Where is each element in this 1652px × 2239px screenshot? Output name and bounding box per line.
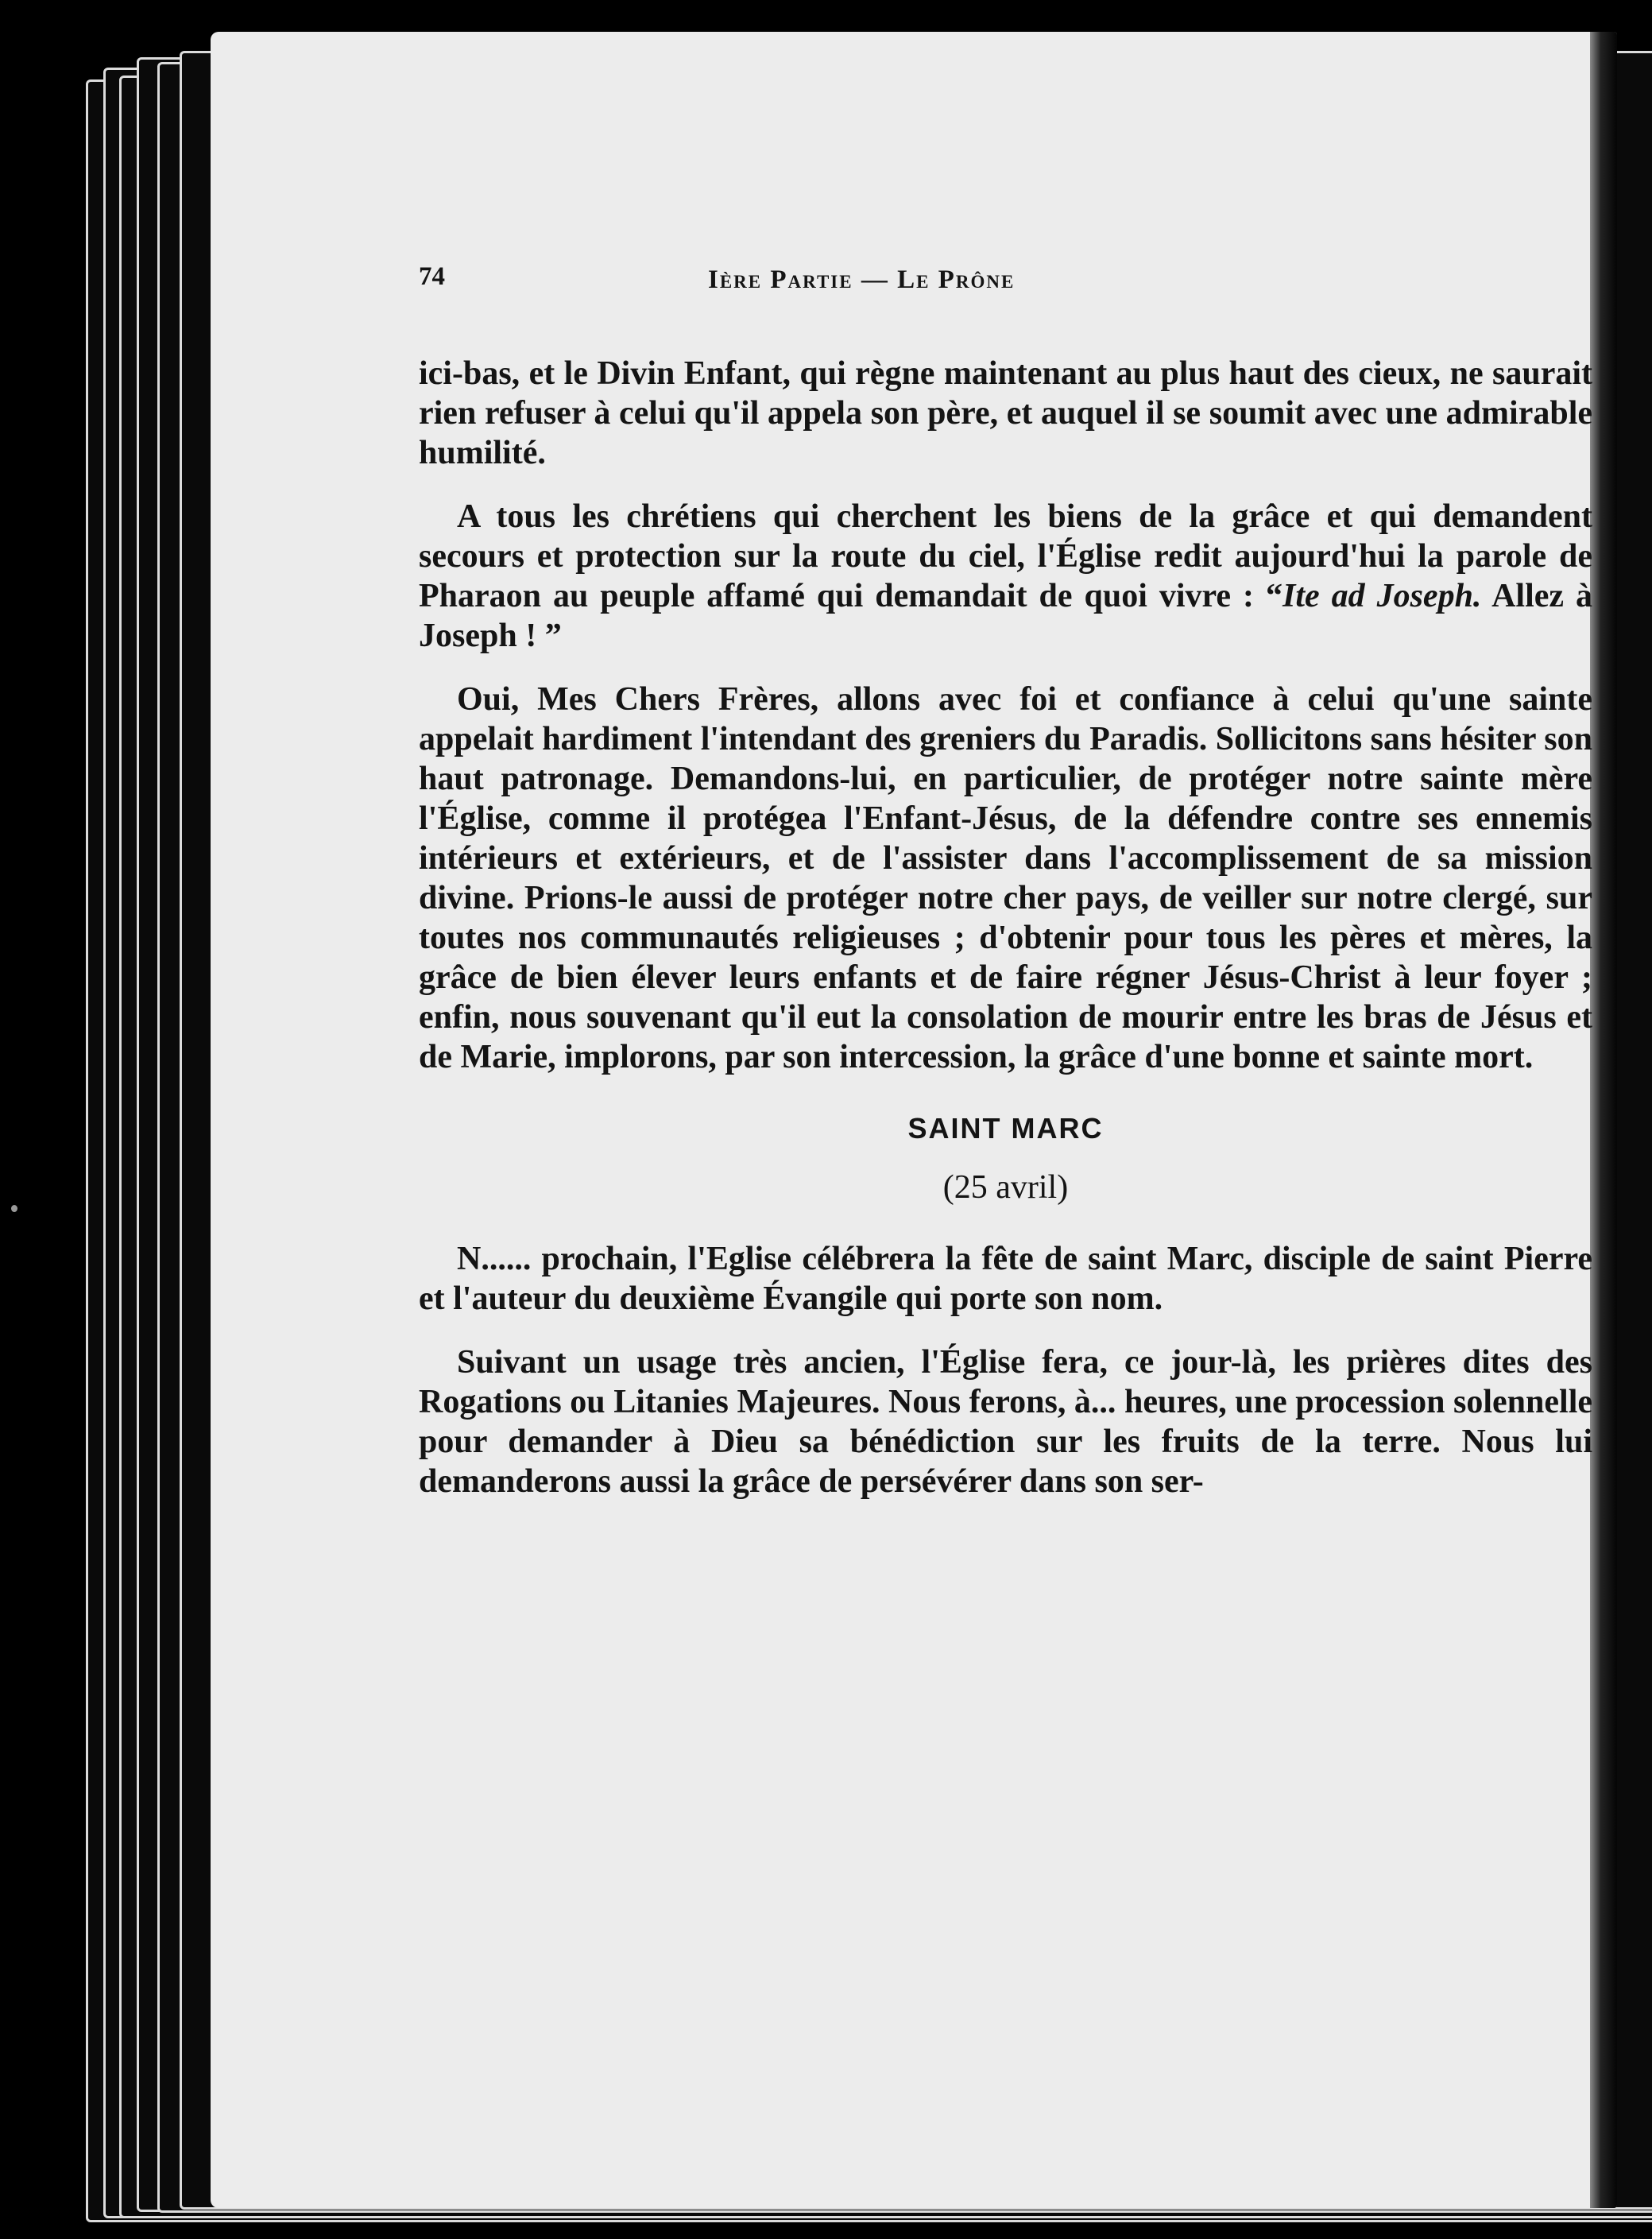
section-date: (25 avril) [942, 1169, 1069, 1206]
quote-translation: Allez à Joseph ! ” [419, 578, 1593, 654]
running-head-title: Ière Partie — Le Prône [708, 265, 1016, 294]
section-body [419, 1239, 1592, 1501]
paragraph: ici-bas, et le Divin Enfant, qui règne maintenant au plus haut des cieux, ne saurait rien refuser à celui qu'il appela son père, et auquel il se soumit avec une admirable humilité. [419, 355, 1592, 471]
page-body [419, 354, 1592, 1525]
paragraph: Oui, Mes Chers Frères, allons avec foi et confiance à celui qu'une sainte appelait hardiment l'intendant des greniers du Paradis. Sollicitons sans hésiter son haut patronage. Demandons-lui, en particulier, de protéger notre sainte mère l'Église, comme il protégea l'Enfant-Jésus, de la défendre contre ses ennemis intérieurs et extérieurs, et de l'assister dans l'accomplissement de sa mission divine. Prions-le aussi de protéger notre cher pays, de veiller sur notre clergé, sur toutes nos communautés religieuses ; d'obtenir pour tous les pères et mères, la grâce de bien élever leurs enfants et de faire régner Jésus-Christ à leur foyer ; enfin, nous souvenant qu'il eut la consolation de mourir entre les bras de Jésus et de Marie, implorons, par son intercession, la grâce d'une bonne et sainte mort. [419, 681, 1592, 1075]
paragraph: Suivant un usage très ancien, l'Église fera, ce jour-là, les prières dites des Rogations ou Litanies Majeures. Nous ferons, à... heures, une procession solennelle pour demander à Dieu sa bénédiction sur les fruits de la terre. Nous lui demanderons aussi la grâce de persévérer dans son ser- [419, 1344, 1592, 1500]
dust-speck [11, 1205, 17, 1212]
section-title: SAINT MARC [907, 1112, 1104, 1145]
paragraph: N...... prochain, l'Eglise célébrera la fête de saint Marc, disciple de saint Pierre et l'auteur du deuxième Évangile qui porte son nom. [419, 1241, 1592, 1317]
page-number: 74 [419, 262, 445, 291]
latin-quote: Ite ad Joseph. [1283, 578, 1482, 614]
running-head [419, 262, 1592, 310]
book-page [211, 32, 1617, 2208]
paragraph-text: A tous les chrétiens qui cherchent les biens de la grâce et qui demandent secours et protection sur la route du ciel, l'Église redit aujourd'hui la parole de Pharaon au peuple affamé qui demandait de quoi vivre : “ [419, 498, 1592, 614]
book-gutter [1590, 32, 1617, 2208]
paragraph [419, 497, 1592, 656]
